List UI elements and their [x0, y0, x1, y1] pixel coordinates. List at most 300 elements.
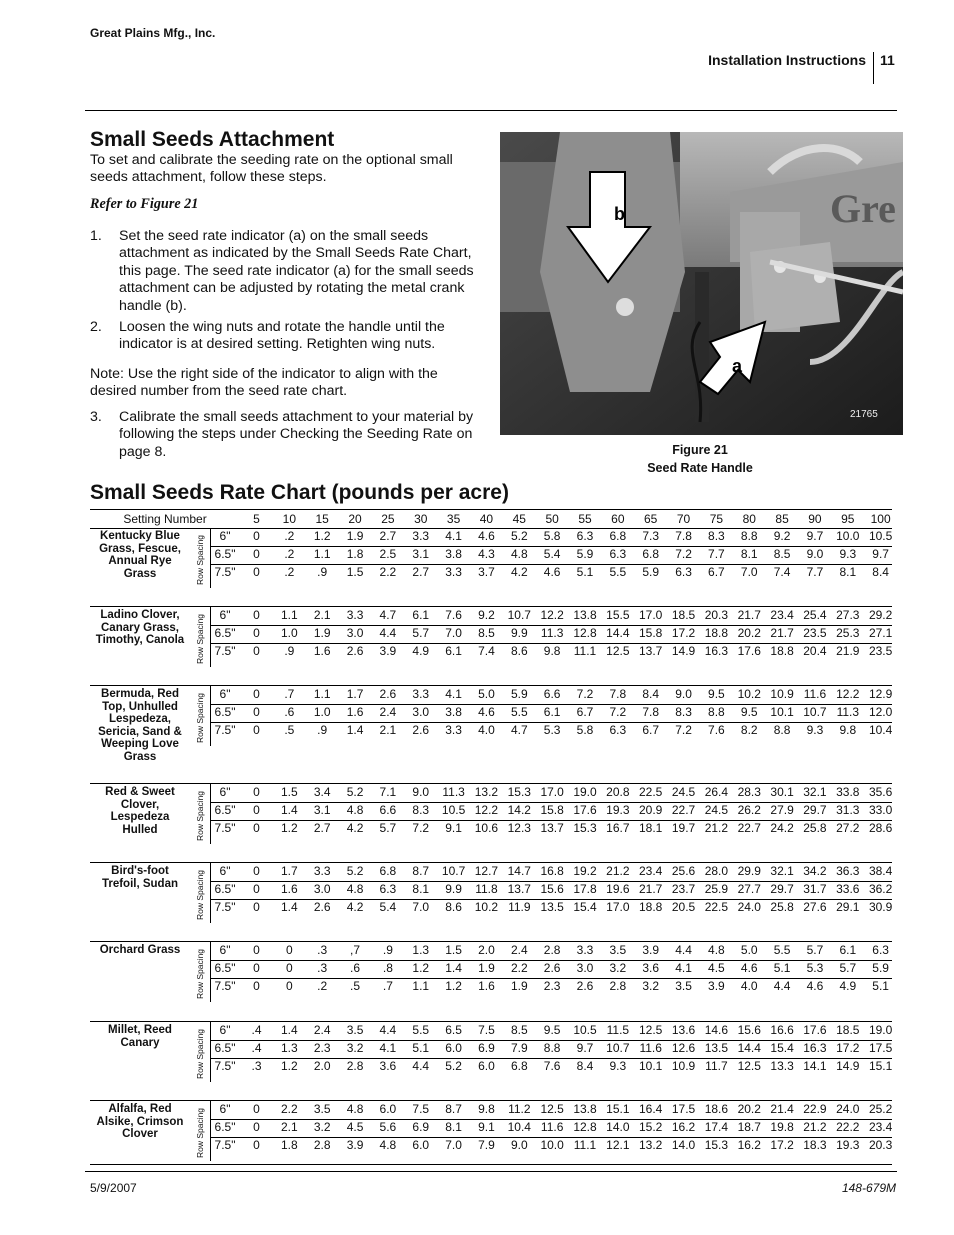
rate-cell: 5.9 — [872, 961, 889, 975]
rate-cell: .9 — [317, 565, 328, 579]
row-spacing-label — [194, 1105, 206, 1161]
label-a: a — [732, 356, 743, 376]
rate-cell: 9.0 — [806, 547, 824, 561]
row-spacing-cell: 6.5" — [214, 1041, 236, 1055]
rate-cell: 4.2 — [346, 900, 364, 914]
step-number: 2. — [90, 319, 102, 335]
row-spacing-cell: 6" — [219, 1023, 231, 1037]
rate-cell: 21.4 — [770, 1102, 794, 1116]
rate-cell: 9.0 — [675, 687, 692, 701]
seed-group-name: Kentucky Blue Grass, Fescue, Annual Rye Grass — [99, 530, 181, 580]
rate-cell: 21.7 — [770, 626, 794, 640]
step-number: 1. — [90, 228, 102, 244]
rate-cell: 24.2 — [770, 821, 794, 835]
rate-cell: 5.9 — [510, 687, 528, 701]
rate-cell: 15.1 — [868, 1059, 893, 1073]
rate-cell: 10.1 — [770, 705, 794, 719]
rate-cell: .4 — [251, 1023, 262, 1037]
rate-cell: 14.2 — [507, 803, 531, 817]
rate-cell: 12.2 — [474, 803, 499, 817]
rate-cell: 4.8 — [346, 803, 364, 817]
rate-cell: 28.3 — [737, 785, 761, 799]
rate-cell: 1.4 — [346, 723, 364, 737]
rate-cell: 7.2 — [576, 687, 594, 701]
rate-cell: 5.4 — [543, 547, 561, 561]
seed-group-name: Alfalfa, Red Alsike, Crimson Clover — [96, 1103, 184, 1140]
rate-cell: 6.8 — [642, 547, 660, 561]
setting-header-cell: 35 — [446, 512, 461, 526]
rate-cell: 17.8 — [573, 882, 597, 896]
rate-cell: 5.8 — [543, 529, 561, 543]
rate-cell: 4.1 — [379, 1041, 397, 1055]
row-spacing-cell: 7.5" — [214, 1059, 236, 1073]
rate-cell: 3.8 — [445, 547, 462, 561]
rate-cell: .4 — [251, 1041, 262, 1055]
row-spacing-cell: 7.5" — [214, 821, 236, 835]
setting-header-cell: 80 — [742, 512, 756, 526]
rate-cell: 8.8 — [773, 723, 791, 737]
rate-cell: 12.5 — [540, 1102, 564, 1116]
rate-cell: 0 — [286, 943, 293, 957]
rate-cell: 4.9 — [839, 979, 857, 993]
setting-header-cell: 85 — [775, 512, 789, 526]
rate-cell: 6.3 — [609, 547, 627, 561]
rate-cell: 17.6 — [573, 803, 597, 817]
rate-cell: 2.0 — [478, 943, 495, 957]
rate-cell: 0 — [253, 803, 260, 817]
rate-cell: 5.0 — [478, 687, 495, 701]
step-1 — [90, 228, 485, 315]
rate-cell: 5.7 — [839, 961, 857, 975]
rate-cell: 4.0 — [478, 723, 495, 737]
rate-cell: 4.5 — [708, 961, 725, 975]
rate-cell: 8.1 — [412, 882, 430, 896]
table-header-row — [90, 509, 892, 529]
rate-cell: 3.3 — [313, 864, 331, 878]
rate-cell: 18.8 — [639, 900, 663, 914]
setting-header-cell: 40 — [479, 512, 494, 526]
rate-cell: 20.4 — [803, 644, 827, 658]
rate-cell: 2.4 — [379, 705, 397, 719]
rate-cell: 3.4 — [313, 785, 331, 799]
rate-cell: .8 — [382, 961, 393, 975]
rate-cell: 1.0 — [281, 626, 298, 640]
rate-cell: 11.2 — [508, 1102, 531, 1116]
rate-cell: 1.6 — [346, 705, 364, 719]
rate-cell: 30.9 — [868, 900, 893, 914]
row-spacing-label — [194, 690, 206, 746]
rate-cell: 6.3 — [675, 565, 692, 579]
rate-cell: 7.5 — [478, 1023, 495, 1037]
rate-cell: 20.2 — [737, 626, 761, 640]
rate-cell: 0 — [253, 529, 260, 543]
rate-cell: 11.7 — [705, 1059, 728, 1073]
rate-cell: 19.2 — [573, 864, 597, 878]
rate-cell: 9.1 — [445, 821, 462, 835]
table-row — [210, 704, 892, 723]
rate-cell: 12.9 — [868, 687, 893, 701]
rate-cell: 16.7 — [606, 821, 630, 835]
rate-cell: 32.1 — [770, 864, 794, 878]
rate-cell: .5 — [350, 979, 361, 993]
rate-cell: 14.1 — [803, 1059, 827, 1073]
rate-cell: 2.8 — [346, 1059, 364, 1073]
rate-cell: 19.7 — [671, 821, 696, 835]
rate-cell: .7 — [382, 979, 393, 993]
rate-cell: 4.7 — [379, 608, 397, 622]
rate-cell: 3.6 — [642, 961, 660, 975]
table-row — [210, 863, 892, 882]
setting-header-cell: 20 — [348, 512, 362, 526]
rate-cell: 12.8 — [573, 1120, 597, 1134]
row-spacing-cell: 7.5" — [214, 1138, 236, 1152]
rate-cell: 3.9 — [642, 943, 660, 957]
rate-cell: 5.6 — [379, 1120, 397, 1134]
rate-cell: 35.6 — [868, 785, 893, 799]
rate-cell: 17.0 — [606, 900, 630, 914]
rate-cell: 2.6 — [412, 723, 430, 737]
rate-cell: 0 — [253, 785, 260, 799]
rate-cell: 2.6 — [346, 644, 364, 658]
rate-cell: 14.9 — [671, 644, 696, 658]
setting-header-cell: 30 — [414, 512, 428, 526]
row-spacing-text: Row Spacing — [195, 692, 205, 744]
rate-cell: 13.5 — [704, 1041, 729, 1055]
table-row — [210, 942, 892, 961]
rate-cell: 1.6 — [281, 882, 298, 896]
rate-cell: 0 — [253, 723, 260, 737]
seed-group-name: Ladino Clover, Canary Grass, Timothy, Canola — [95, 609, 185, 646]
rate-cell: 2.8 — [543, 943, 561, 957]
rate-cell: 8.3 — [412, 803, 430, 817]
rate-cell: 0 — [253, 547, 260, 561]
rate-cell: 6.8 — [510, 1059, 528, 1073]
rate-cell: 1.9 — [346, 529, 364, 543]
rate-cell: 8.4 — [872, 565, 889, 579]
rate-cell: 2.8 — [313, 1138, 331, 1152]
rate-cell: 7.9 — [510, 1041, 528, 1055]
row-spacing-cell: 6" — [219, 1102, 231, 1116]
rate-cell: 11.6 — [540, 1120, 564, 1134]
setting-header-cell: 55 — [578, 512, 592, 526]
rate-cell: 8.1 — [445, 1120, 462, 1134]
rate-cell: 6.7 — [642, 723, 660, 737]
rate-cell: 19.3 — [836, 1138, 860, 1152]
rate-cell: 0 — [253, 900, 260, 914]
rate-cell: 15.2 — [639, 1120, 663, 1134]
rate-cell: 8.8 — [708, 705, 725, 719]
rate-cell: 9.2 — [478, 608, 495, 622]
rate-cell: 4.8 — [346, 1102, 364, 1116]
rate-cell: 2.1 — [379, 723, 397, 737]
rate-cell: 2.6 — [576, 979, 594, 993]
step-3 — [90, 409, 485, 461]
rate-cell: 5.5 — [609, 565, 627, 579]
rate-cell: .2 — [284, 529, 295, 543]
rate-cell: 0 — [253, 626, 260, 640]
rate-cell: 4.2 — [510, 565, 528, 579]
rate-cell: .2 — [317, 979, 328, 993]
rate-cell: 3.0 — [576, 961, 594, 975]
rate-cell: 27.6 — [803, 900, 827, 914]
rate-cell: 17.2 — [671, 626, 696, 640]
table-row — [210, 1101, 892, 1120]
setting-header-cell: 65 — [644, 512, 658, 526]
rate-cell: 19.0 — [573, 785, 597, 799]
rate-cell: 1.4 — [281, 900, 298, 914]
intro-paragraph: To set and calibrate the seeding rate on the optional small seeds attachment, follow these steps. — [90, 152, 453, 185]
rate-cell: 3.7 — [478, 565, 495, 579]
rate-cell: 6.6 — [543, 687, 561, 701]
rate-cell: .7 — [284, 687, 295, 701]
rate-cell: 3.9 — [379, 644, 397, 658]
row-spacing-label — [194, 867, 206, 923]
rate-cell: 19.3 — [606, 803, 630, 817]
rate-cell: 10.0 — [836, 529, 860, 543]
rate-cell: 21.7 — [639, 882, 663, 896]
rate-cell: 3.2 — [642, 979, 660, 993]
rate-cell: 4.5 — [346, 1120, 364, 1134]
rate-cell: 10.2 — [474, 900, 499, 914]
table-row — [210, 625, 892, 644]
rate-cell: 0 — [253, 687, 260, 701]
table-row — [210, 881, 892, 900]
rate-cell: 12.7 — [474, 864, 499, 878]
rate-cell: 6.1 — [543, 705, 561, 719]
rate-cell: .3 — [251, 1059, 262, 1073]
rate-cell: 18.8 — [704, 626, 729, 640]
rate-cell: 4.4 — [773, 979, 791, 993]
rate-cell: 7.8 — [675, 529, 692, 543]
rate-cell: 17.0 — [540, 785, 564, 799]
rate-cell: 20.2 — [737, 1102, 761, 1116]
rate-cell: 2.3 — [313, 1041, 331, 1055]
rate-cell: 10.0 — [540, 1138, 564, 1152]
rate-cell: 2.2 — [379, 565, 397, 579]
rate-cell: 13.7 — [639, 644, 663, 658]
setting-header-cell: 90 — [808, 512, 822, 526]
rate-cell: 4.8 — [708, 943, 725, 957]
rate-cell: 5.2 — [445, 1059, 462, 1073]
rate-cell: 17.0 — [639, 608, 663, 622]
rate-cell: 5.5 — [510, 705, 528, 719]
rate-cell: 5.5 — [412, 1023, 430, 1037]
rate-cell: 26.2 — [737, 803, 761, 817]
footer-date: 5/9/2007 — [90, 1181, 137, 1195]
rate-cell: 5.8 — [576, 723, 594, 737]
rate-cell: 17.2 — [770, 1138, 794, 1152]
rate-cell: 3.3 — [576, 943, 594, 957]
rate-cell: 6.0 — [412, 1138, 430, 1152]
rate-cell: 3.9 — [708, 979, 725, 993]
rate-cell: 2.7 — [313, 821, 331, 835]
page-title: Small Seeds Attachment — [90, 128, 335, 151]
rate-cell: 21.9 — [836, 644, 860, 658]
table-row — [210, 1040, 892, 1059]
rate-cell: 23.4 — [639, 864, 663, 878]
rate-cell: 23.7 — [671, 882, 696, 896]
rate-cell: 5.9 — [576, 547, 594, 561]
rate-cell: 4.7 — [510, 723, 528, 737]
rate-cell: 13.8 — [573, 608, 597, 622]
rate-cell: 1.4 — [445, 961, 462, 975]
rate-cell: 5.4 — [379, 900, 397, 914]
rate-cell: 13.7 — [507, 882, 531, 896]
rate-cell: 5.9 — [642, 565, 660, 579]
rate-cell: 1.9 — [478, 961, 495, 975]
rate-cell: 15.4 — [573, 900, 597, 914]
rate-cell: 14.0 — [671, 1138, 696, 1152]
rate-cell: 1.8 — [281, 1138, 298, 1152]
rate-cell: 9.7 — [806, 529, 824, 543]
rate-cell: 2.6 — [313, 900, 331, 914]
table-row — [210, 820, 892, 838]
rate-cell: 6.8 — [609, 529, 627, 543]
rate-cell: 6.3 — [576, 529, 594, 543]
rate-cell: 6.9 — [412, 1120, 430, 1134]
rate-cell: 19.8 — [770, 1120, 794, 1134]
rate-cell: 15.8 — [639, 626, 663, 640]
rate-cell: 10.6 — [474, 821, 499, 835]
rate-cell: 20.3 — [704, 608, 729, 622]
rate-cell: 16.3 — [803, 1041, 827, 1055]
rate-cell: 1.3 — [412, 943, 430, 957]
rate-cell: 2.3 — [543, 979, 561, 993]
seed-group-name: Millet, Reed Canary — [108, 1024, 172, 1049]
rate-cell: 14.0 — [606, 1120, 630, 1134]
row-spacing-cell: 6" — [219, 943, 231, 957]
rate-cell: 3.3 — [445, 565, 462, 579]
rate-cell: 7.0 — [445, 626, 462, 640]
table-row — [210, 1022, 892, 1041]
table-row — [210, 784, 892, 803]
rate-cell: 5.0 — [740, 943, 758, 957]
rate-cell: 1.1 — [412, 979, 430, 993]
setting-header-cell: 60 — [611, 512, 625, 526]
rate-cell: 1.6 — [313, 644, 331, 658]
rate-cell: 0 — [253, 882, 260, 896]
row-spacing-cell: 6" — [219, 687, 231, 701]
rate-cell: 0 — [253, 565, 260, 579]
rate-cell: 8.6 — [445, 900, 462, 914]
rate-cell: 2.2 — [281, 1102, 298, 1116]
rate-cell: 4.1 — [445, 529, 462, 543]
rate-cell: 13.6 — [671, 1023, 696, 1037]
rate-cell: 7.9 — [478, 1138, 495, 1152]
rate-cell: 22.7 — [671, 803, 696, 817]
rate-cell: 10.4 — [507, 1120, 531, 1134]
rate-cell: .9 — [382, 943, 393, 957]
rate-cell: .2 — [284, 547, 295, 561]
rate-cell: 17.2 — [836, 1041, 860, 1055]
rate-cell: 34.2 — [803, 864, 827, 878]
row-spacing-label — [194, 788, 206, 844]
table-row — [210, 1058, 892, 1076]
row-spacing-cell: 7.5" — [214, 644, 236, 658]
rate-cell: 20.9 — [639, 803, 663, 817]
setting-header-cell: 10 — [282, 512, 297, 526]
figure-title: Seed Rate Handle — [647, 460, 753, 475]
rate-cell: 4.0 — [740, 979, 758, 993]
rate-cell: ,7 — [350, 943, 361, 957]
rate-cell: 18.1 — [639, 821, 663, 835]
rate-cell: 6.0 — [379, 1102, 397, 1116]
rate-cell: 32.1 — [803, 785, 827, 799]
rate-cell: 2.6 — [379, 687, 397, 701]
rate-cell: 20.5 — [671, 900, 696, 914]
rate-cell: 29.2 — [868, 608, 893, 622]
rate-cell: 9.0 — [412, 785, 430, 799]
table-row — [210, 607, 892, 626]
rate-cell: 6.1 — [412, 608, 430, 622]
rate-cell: 20.3 — [868, 1138, 893, 1152]
rate-cell: 18.3 — [803, 1138, 827, 1152]
rate-cell: 9.2 — [773, 529, 791, 543]
rate-cell: 0 — [253, 608, 260, 622]
header-rule — [85, 110, 897, 111]
row-spacing-cell: 6.5" — [214, 961, 236, 975]
rate-cell: 9.1 — [478, 1120, 495, 1134]
rate-cell: 6.8 — [379, 864, 397, 878]
setting-header-cell: 45 — [512, 512, 526, 526]
rate-cell: 7.6 — [708, 723, 725, 737]
rate-cell: 15.6 — [540, 882, 564, 896]
rate-cell: .2 — [284, 565, 295, 579]
rate-cell: 18.5 — [836, 1023, 860, 1037]
page-number: 11 — [880, 52, 895, 68]
rate-cell: 1.2 — [281, 821, 298, 835]
seed-rate-handle-photo — [500, 132, 903, 435]
rate-cell: 6.7 — [708, 565, 725, 579]
row-spacing-cell: 7.5" — [214, 723, 236, 737]
rate-cell: 16.4 — [639, 1102, 663, 1116]
rate-cell: 3.0 — [346, 626, 364, 640]
rate-cell: 22.5 — [639, 785, 663, 799]
row-spacing-label — [194, 1026, 206, 1082]
rate-cell: 0 — [253, 821, 260, 835]
row-spacing-text: Row Spacing — [195, 948, 205, 1000]
rate-cell: 31.7 — [803, 882, 827, 896]
rate-cell: 13.2 — [639, 1138, 663, 1152]
rate-cell: 2.2 — [510, 961, 528, 975]
rate-cell: 3.3 — [445, 723, 462, 737]
photo-number: 21765 — [850, 409, 878, 420]
rate-cell: 15.4 — [770, 1041, 794, 1055]
table-row — [210, 528, 892, 547]
rate-cell: 8.1 — [839, 565, 857, 579]
rate-cell: 12.3 — [507, 821, 531, 835]
rate-cell: 8.7 — [412, 864, 430, 878]
rate-cell: 4.6 — [740, 961, 758, 975]
rate-cell: 27.3 — [836, 608, 860, 622]
rate-cell: 9.3 — [609, 1059, 627, 1073]
rate-cell: 16.8 — [540, 864, 564, 878]
setting-header-cell: 100 — [870, 512, 891, 526]
rate-cell: 11.1 — [573, 644, 597, 658]
seed-group-name: Bermuda, Red Top, Unhulled Lespedeza, Sericia, Sand & Weeping Love Grass — [98, 688, 182, 763]
rate-cell: 27.1 — [868, 626, 893, 640]
row-spacing-text: Row Spacing — [195, 790, 205, 842]
rate-cell: 4.4 — [379, 626, 397, 640]
row-spacing-cell: 6" — [219, 608, 231, 622]
rate-cell: 0 — [253, 644, 260, 658]
rate-cell: 2.0 — [313, 1059, 331, 1073]
rate-cell: 1.7 — [346, 687, 364, 701]
rate-cell: 7.3 — [642, 529, 660, 543]
rate-cell: 9.3 — [839, 547, 857, 561]
figure-number: Figure 21 — [672, 443, 728, 457]
rate-cell: 9.9 — [510, 626, 528, 640]
